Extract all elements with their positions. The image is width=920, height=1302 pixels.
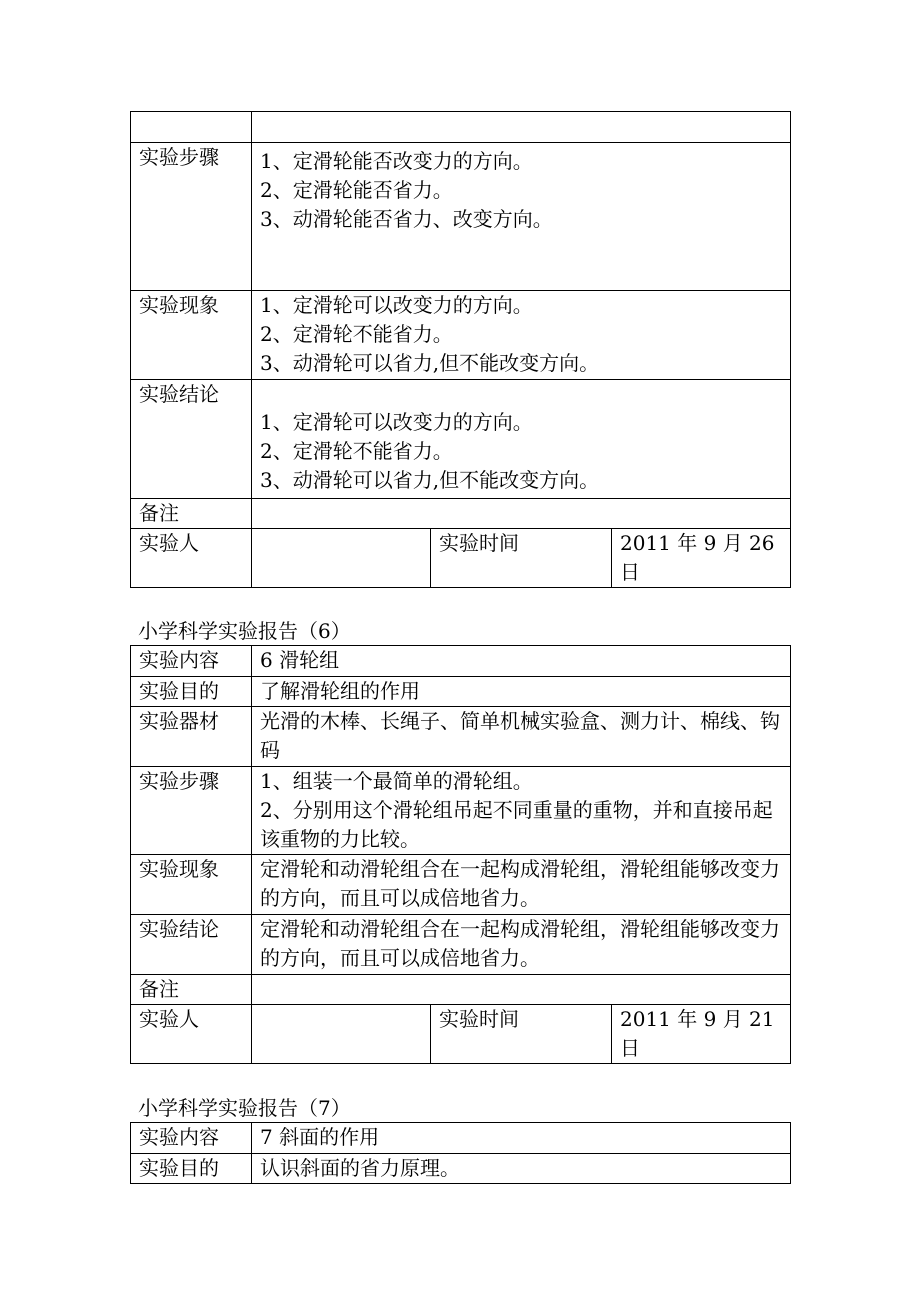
conclusion-line: 2、定滑轮不能省力。 bbox=[260, 439, 453, 463]
phenomenon-line: 1、定滑轮可以改变力的方向。 bbox=[260, 293, 533, 317]
time-label: 实验时间 bbox=[431, 529, 612, 588]
remarks-label: 备注 bbox=[131, 975, 252, 1005]
content-value: 7 斜面的作用 bbox=[252, 1123, 791, 1154]
purpose-label: 实验目的 bbox=[131, 677, 252, 707]
report6-title: 小学科学实验报告（6） bbox=[138, 619, 351, 643]
experimenter-cell bbox=[252, 1005, 431, 1064]
content-label: 实验内容 bbox=[131, 1123, 252, 1154]
empty-label-cell bbox=[131, 112, 252, 143]
time-text: 2011 年 9 月 26 日 bbox=[620, 531, 775, 584]
experimenter-label: 实验人 bbox=[131, 1005, 252, 1064]
conclusion-line: 3、动滑轮可以省力,但不能改变方向。 bbox=[260, 468, 600, 492]
phenomenon-line: 3、动滑轮可以省力,但不能改变方向。 bbox=[260, 351, 600, 375]
report5-table bbox=[130, 111, 791, 588]
step-line: 1、组装一个最简单的滑轮组。 bbox=[260, 769, 533, 793]
steps-cell bbox=[252, 767, 791, 855]
steps-cell bbox=[252, 143, 791, 291]
remarks-cell bbox=[252, 975, 791, 1005]
empty-value-cell bbox=[252, 112, 791, 143]
report6-table bbox=[130, 645, 791, 1064]
materials-value: 光滑的木棒、长绳子、简单机械实验盒、测力计、棉线、钩码 bbox=[252, 707, 791, 767]
materials-label: 实验器材 bbox=[131, 707, 252, 767]
step-line: 1、定滑轮能否改变力的方向。 bbox=[260, 149, 533, 173]
conclusion-cell bbox=[252, 380, 791, 499]
phenomenon-value: 定滑轮和动滑轮组合在一起构成滑轮组，滑轮组能够改变力的方向，而且可以成倍地省力。 bbox=[252, 855, 791, 915]
remarks-label: 备注 bbox=[131, 499, 252, 529]
experimenter-cell bbox=[252, 529, 431, 588]
purpose-label: 实验目的 bbox=[131, 1154, 252, 1184]
phenomenon-line: 2、定滑轮不能省力。 bbox=[260, 322, 453, 346]
report7-table bbox=[130, 1122, 791, 1184]
phenomenon-label: 实验现象 bbox=[131, 855, 252, 915]
conclusion-label: 实验结论 bbox=[131, 915, 252, 975]
content-value: 6 滑轮组 bbox=[252, 646, 791, 677]
steps-label: 实验步骤 bbox=[131, 767, 252, 855]
purpose-value: 了解滑轮组的作用 bbox=[252, 677, 791, 707]
time-text: 2011 年 9 月 21 日 bbox=[620, 1007, 775, 1060]
step-line: 2、分别用这个滑轮组吊起不同重量的重物，并和直接吊起该重物的力比较。 bbox=[260, 798, 773, 851]
phenomenon-cell bbox=[252, 291, 791, 380]
experimenter-label: 实验人 bbox=[131, 529, 252, 588]
conclusion-value: 定滑轮和动滑轮组合在一起构成滑轮组，滑轮组能够改变力的方向，而且可以成倍地省力。 bbox=[252, 915, 791, 975]
step-line: 3、动滑轮能否省力、改变方向。 bbox=[260, 207, 553, 231]
content-label: 实验内容 bbox=[131, 646, 252, 677]
conclusion-label: 实验结论 bbox=[131, 380, 252, 499]
remarks-cell bbox=[252, 499, 791, 529]
time-value bbox=[612, 529, 791, 588]
time-value bbox=[612, 1005, 791, 1064]
conclusion-line: 1、定滑轮可以改变力的方向。 bbox=[260, 410, 533, 434]
purpose-value: 认识斜面的省力原理。 bbox=[252, 1154, 791, 1184]
steps-label: 实验步骤 bbox=[131, 143, 252, 291]
step-line: 2、定滑轮能否省力。 bbox=[260, 178, 453, 202]
time-label: 实验时间 bbox=[431, 1005, 612, 1064]
report7-title: 小学科学实验报告（7） bbox=[138, 1096, 351, 1120]
phenomenon-label: 实验现象 bbox=[131, 291, 252, 380]
